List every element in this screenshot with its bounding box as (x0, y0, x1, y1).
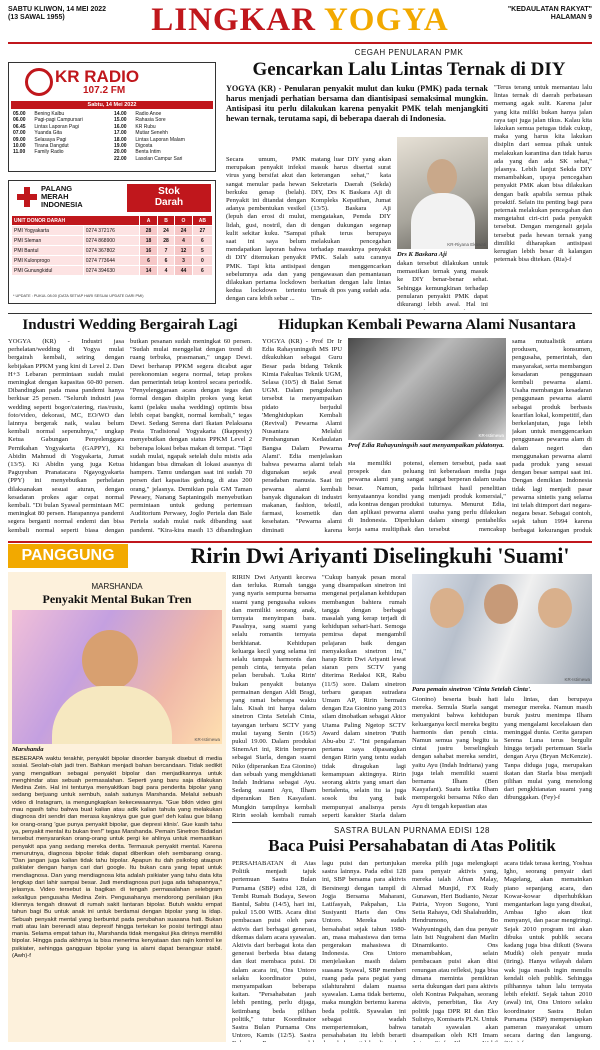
pmk-col-4: "Terus terang untuk memantau lalu lintas ternak di daerah perbatasan memang agak sulit. Karena jalur yang kita miliki bukan hanya jalan raya tapi juga jalan tikus. Kalau kita lakukan semua petugas tidak cukup, maka yang harus kita lakukan disiplin dari semua pihak untuk melakukan karantina dan tidak harus ada yang dan ada SK sehat," jelasnya. Lebih lanjut Sekda DIY menambahkan, upaya pencegahan penyakit PMK akan bisa dilakukan dengan baik apabila semua pihak proaktif. Selain itu penting bagi para peternak melakukan pencegahan dan mengetahui ciri-ciri pada penyakit tersebut. Dengan mengenali gejala tersebut pada hewan ternak yang dimiliki diharapkan antisipasi kerugian lebih besar di kalangan peternak bisa ditekan. (Ria)-f (494, 84, 592, 264)
schedule-program: KR Rubu (135, 123, 156, 130)
ririn-col-4: lalu lintas, dan berupaya menegur mereka. Namun masih buruk justru menimpa Ilham yang mengalami kecelakaan dan meninggal dunia. Cerita garapan Serena Luna terus bergulir hingga terjadi pertemuan Starla dengan Arya (Bryan McKenzie). Tanpa diduga juga, merupakan ikatan dan Starla bisa menjadi pilihan mulai yang menolong dari pengkhianatan suami yang dibunggakan. (Fey)-f (504, 696, 592, 802)
stok-darah-badge (127, 184, 211, 212)
blood-stock-value: 12 (175, 246, 192, 256)
marshanda-photo (12, 610, 222, 744)
schedule-time: 18.00 (114, 136, 127, 143)
pmk-col-3: dakan tersebut dilakukan untuk memastikan ternak yang masuk ke DIY benar-benar sehat. Sehingga kemungkinan terhadap penularan penyakit PMK dapat dikurangi lebih awal. Hal ini (397, 260, 488, 309)
schedule-program: Tirana Dangdut (34, 143, 69, 150)
schedule-time: 19.00 (114, 143, 127, 150)
blood-stock-value: 6 (192, 236, 212, 246)
blood-stock-value: 6 (157, 256, 174, 266)
ririn-photo-credit: KR-Istimewa (564, 677, 590, 682)
pmi-box (8, 180, 216, 304)
red-cross-icon (17, 187, 37, 207)
schedule-time: 17.00 (114, 130, 127, 137)
pmk-col-2: matang luar DIY yang akan masuk harus disertai surat keterangan sehat," kata Sekretaris Daerah (Sekda) DIY, Drs K Baskara Aji di Kompleks Kepatihan, Jumat (13/5). Baskara Aji mengatakan, Pemda DIY dengan dukungan segenap pihak terus berupaya melakukan pencegahan terhadap masuknya penyakit PMK. Salah satu caranya dengan menggencarkan pengawasan dan pemantauan berkaitan dengan lalu lintas ternak di pos yang sudah ada. Tin- (311, 156, 391, 303)
blood-unit-phone: 0274 367802 (83, 246, 140, 256)
schedule-time (11, 156, 32, 162)
person-head-shape (427, 159, 457, 195)
blood-stock-value: 24 (175, 226, 192, 236)
schedule-time: 20.00 (114, 149, 127, 156)
pmi-footnote: * UPDATE : PUKUL 08.00 (DATA SETIAP HARI SESUAI UPDATE DARI PMI) (13, 294, 144, 298)
stok-label-2: Darah (154, 197, 184, 208)
blood-unit-name: PMI Gunungkidul (12, 266, 84, 276)
blood-stock-value: 18 (140, 236, 157, 246)
ririn-photo (412, 574, 592, 684)
schedule-program: Mutiar Senehh (135, 130, 168, 137)
blood-table-row (12, 236, 213, 246)
schedule-program: Bening Kalbu (34, 111, 65, 117)
blood-stock-value: 14 (140, 266, 157, 276)
blood-stock-value: 7 (157, 246, 174, 256)
pmi-title (41, 185, 83, 209)
masthead-lingkar: LINGKAR (151, 2, 324, 38)
schedule-program: Radio Anoe (135, 111, 162, 117)
marshanda-box (8, 572, 226, 1042)
pewarna-photo (348, 338, 506, 440)
puisi-col-3: mereka pilih juga melengkapi para penyair aktivis yang, mereka ialah Afnan Malay, Ahmad Munjid, FX Rudy Gunawan, Heri Budianto, Nezar Patria, Yoyon Sugono, Yuni Setia Rahayu, Odi Shalahuddin, Hendrumono, Bo Wahyuningsih, dan dua penyair lain Isti Nugraheni dan Marlin Dinamikanto. Ons menambahkan, selain pembacaan puisi akan diisi renungan atau refleksi, juga bisa dimana meminta pemikiran serta dukungan dari para aktivis oleh Kontras Pakpahan, seorang aktivis, penerbitan, Ika Ary politik juga DPR RI dan Eko Sulistyo, Komisaris PLN. Untuk tanatah syawalan akan disampaikan oleh KH Imam (412, 860, 498, 1040)
schedule-time: 11.00 (13, 149, 26, 156)
schedule-program: Yuanda Gita (34, 130, 62, 137)
person-head-shape (538, 588, 572, 628)
blood-unit-phone: 0274 372176 (83, 226, 140, 236)
blood-table-row (12, 266, 213, 276)
wedding-col-2: butkan pesanan sudah meningkat 60 persen. "Sudah mulai menggeliat dengan trend di ruang terbuka, prasmanan," ungap Dewi. Dewi berharap PPKM segera dicabut agar perekonomian segera normal, tetap prokes dan pemerintah tetap kontrol secara periodik. "Penyelenggaraan acara dengan tegas dan formal dengan disiplin prokes yang ketat kami (pelaku usaha wedding) optimis bisa lebih cepat bangkit, normal kembali," tegas Dewi. Sedang Serena dari Ikatan Pelaksana Pesta Tradisional Yogyakarta (Ikappesty) menyebutkan dengan status PPKM Level 2 beberapa lokasi bebas makan di tempat. "Tapi sudah mulai, ngapak setelah dulu mistis ada hidangan bisa dimakan di lokasi asasnya di hampers. Tamu undangan saat ini sudah 70 persen dari kapasitas gedung, di atas 200 orang," jelasnya. Demikian pula GM Taman Pewaey, Nanang Saptaningsih menyebutkan permintaan untuk gedung pertemuan Auditorium Perwaey, Joglo Pertela dan Bale Pertela sudah mulai naik dibanding saat pandemi. "Kira-kira masih 13 dibandingkan (130, 338, 252, 534)
wedding-col-1: YOGYA (KR) - Industri jasa perhelatan/wedding di Yogya mulai bergairah kembali, seiring dengan kebijakan PPKM yang kini di Level 2. Dan H+3 Lebaran permintaan sudah mulai meningkat dengan kapasitas 60-80 persen. Dibandingkan pada masa pandemi hanya berkisar 25 persen. "Seluruh industri jasa wedding seperti bogor/catering, rias/rusiu, foto/video, dekorasi, MC, EO/WO dan lainnya bergerak naik, walau belum kembali normal sepenuhnya," ungkap Ketua Gabungan Penyelenggara Pernikahan Yogyakarta (GAPPY), Ki Abidin Mahmud di Yogyakarta, Jumat (13/5). Ki Abidin yang juga Ketua Paguyuban Pranatacara Ngayogyakarta (PPY) ini menyebutkan perhelatan dilaksanakan sesuai aturan, dengan kesadaran prokes agar cepat normal kembali. "Di bulan Syawal permintaan MC meningkat 80 persen. Harapannya pandemi segera berganti normal endemi dan bisa kembali normal seperti biasa dengan (8, 338, 124, 534)
person-head-shape (82, 630, 138, 690)
blood-unit-phone: 0274 394630 (83, 266, 140, 276)
schedule-program (32, 156, 112, 162)
blood-column-header: UNIT DONOR DARAH (12, 216, 140, 226)
blood-unit-name: PMI Bantul (12, 246, 84, 256)
pmk-photo-caption: Drs K Baskara Aji (397, 251, 447, 258)
hijri-date: (13 SAWAL 1955) (8, 14, 65, 21)
radio-logo-title: KR RADIO (55, 67, 140, 86)
schedule-time: 07.00 (13, 130, 26, 137)
pmk-kicker: CEGAH PENULARAN PMK (354, 48, 464, 57)
blood-table-row (12, 226, 213, 236)
radio-logo-freq: 107.2 FM (83, 85, 126, 96)
schedule-time: 10.00 (13, 143, 26, 150)
blood-unit-phone: 0274 773644 (83, 256, 140, 266)
schedule-program: Benta Intim (135, 149, 161, 156)
radio-logo-area (11, 65, 213, 99)
schedule-program: Pagi-pagi Campursari (34, 117, 83, 124)
pmi-title-1: PALANG (41, 184, 73, 193)
blood-stock-value: 24 (157, 226, 174, 236)
blood-stock-value: 4 (157, 266, 174, 276)
person-body-shape (52, 686, 172, 744)
schedule-program: Lintas Laporan Malam (135, 136, 185, 143)
masthead-rule (8, 42, 592, 44)
ririn-col-2: "Cukup banyak pesan moral yang disampaikan sinetron ini mengenai perjalanan kehidupan membangun bahtera rumah tangga dengan berbagai masalah yang kerap terjadi di kehidupan sehari-hari. Semoga pemirsa dapat mengambil pelajaran baik dengan menyaksikan sinetron ini," harap Ririn Dwi Ariyanti lewat siaran pers SCTV yang diterima Redaksi KR, Rabu (11/5) sore. Dalam sinetron terbaru garapan sutradara Umam AP, Ririn bermain dengan Eza Gionino yang 2013 silam dinobatkan sebagai Aktor Utama Paling Ngetop SCTV Award dalam sinetron 'Putih Abu-abu 2'. "Ini pengalaman pertama saya dipasangkan dengan Ririn yang tentu sudah tidak diragukan lagi kemampuan aktingnya. Ririn seorang aktris yang smart dan bertalenta, selain itu ia juga sosok ibu yang baik mempunyai analisnya persis seperti karakter Starla dalam (322, 574, 406, 818)
motto: "KEDAULATAN RAKYAT" (507, 6, 592, 13)
blood-table-row (12, 246, 213, 256)
pmi-title-3: INDONESIA (41, 200, 83, 209)
radio-schedule-row (11, 156, 213, 162)
person-head-shape (484, 584, 518, 624)
schedule-program: Digosta (135, 143, 153, 150)
puisi-headline: Baca Puisi Persahabatan di Atas Politik (268, 836, 556, 855)
blood-stock-value: 3 (175, 256, 192, 266)
puisi-kicker: SASTRA BULAN PURNAMA EDISI 128 (334, 826, 490, 835)
pmk-photo (397, 137, 488, 249)
schedule-time: 15.00 (114, 117, 127, 124)
blood-column-header: O (175, 216, 192, 226)
blood-unit-name: PMI Yogyakarta (12, 226, 84, 236)
puisi-col-4: acara tidak terasa kering, Yoshua Igho, seorang penyair dari Magelang, akan memainkan piano sepanjang acara, dan Kowar-kowar diperhubikkan mengantarkan lagu yang disukai, Ambaa Igho akan ikut menyanyi, dan pacar mengiringi. Sejak 2010 program ini akan dibuka untuk publik secara kadang juga bisa diikuti (Swara Mudik) oleh penyair muda (tiring). Hanya wilayah dalam wak juga masih ingin menulis kendali oleh publik. Sehingga pilihannya tahun lalu ternyata lebih efektif. Sejak tahun 2010 (awal) ini, Ons Untoro selaku koordinator Sastra Bulan Purnama (SBP) mempersiapkan pameran masyarakat umum secara daring dan langsung. (504, 860, 592, 1040)
section-divider (8, 313, 592, 314)
blood-stock-value: 4 (175, 236, 192, 246)
radio-date: Sabtu, 14 Mei 2022 (11, 101, 213, 109)
puisi-divider (232, 822, 592, 823)
pmk-lead: YOGYA (KR) - Penularan penyakit mulut dan kuku (PMK) pada ternak harus menjadi perhatian bersama dan diantisipasi semaksimal mungkin. Antisipasi itu perlu dilakukan karena penyakit PMK telah menjangkiti hewan ternak, terutama sapi, di beberapa daerah di Indonesia. (226, 84, 488, 123)
schedule-time: 16.00 (114, 123, 127, 130)
pewarna-col-4: sama mutualistik antara produsen, konsumen, pengusaha, pemerintah, dan masyarakat, serta membangun kesadaran penggunaan kembali pewarna alami. Usaha membangun kesadaran penggunaan pewarna alami sebagai produk berbasis kearifan lokal, kompetitif, dan berkelanjutan, juga lebih jakan untuk menggencarkan penggunaan pewarna alam di dalam negeri dan menggunakan pewarna alami pada produk yang sesuai dengan besar sampai saat ini. Dengan demikian Indonesia tidak lagi menjadi pasar pewarna sintetis yang selama ini telah diimport dari negara-negara besar. Sebagai contoh, sejak tahun 1994 karena berbagai kekurangan produk (512, 338, 592, 534)
radio-box (8, 62, 216, 172)
pmk-col-1: Secara umum, PMK merupakan penyakit infeksi virus yang bersifat akut dan sangat menular pada hewan berkuku genap (belah). Penyakit ini ditandai dengan adanya pembentukan vesikel (lepuh dan erosi di mulut, lidah, gusi, nostril, dan di kulit sekitar kuku. "Sampai saat ini saya belum mendapatkan laporan bahwa di DIY ditemukan penyakit PMK. Tapi kita antisipasi sebelumnya ada dan yang dilakukan pertama lockdown kedua lockdown tertentu dengan cara lebih sebar ... (226, 156, 306, 303)
puisi-col-2: lagu puisi dan pertunjukan sastra lainnya. Pada edisi 128 ini, SBP bersama para aktivis Bersinergi dengan tampil di Jogja Bersama Maharani, Latifasyah, Pakpahan, Lia Susiyanti Haris dan Ons Untoro. Mereka sudah bersahabat sejak tahun 1980-an, masa mahasiswa dan tema pergerakan mahasiswa di Indonesia. Ons Untoro menjelaskan masih dalam suasana Syawal, SBP memberi ruang pada para pegiat yang silahturahmi dalam nuansa syawalan. Lama tidak bertemu, maka mungkin bertemu karena beda politik. Syawalan ini sebagai wadah mempertemukan, bahwa persahabatan itu lebih berarti (322, 860, 406, 1040)
stok-label-1: Stok (158, 186, 180, 197)
blood-stock-value: 6 (140, 256, 157, 266)
radio-schedule (11, 111, 213, 162)
blood-stock-value: 44 (175, 266, 192, 276)
blood-stock-value: 6 (192, 266, 212, 276)
blood-stock-value: 0 (192, 256, 212, 266)
blood-column-header: AB (192, 216, 212, 226)
pmk-headline: Gencarkan Lalu Lintas Ternak di DIY (252, 59, 566, 80)
blood-table-header (12, 216, 213, 226)
ririn-col-3: Gionino) beserta buah hati mereka. Semula Starla sangat menyakini bahwa kehidupan keluarganya kecil mereka begitu harmonis dan penuh cinta. Namun semua yang begitu ia cintai justru berselingkuh dengan sahabat mereka sendiri, yaitu Ayu (Indah Indriana) yang juga telah memiliki suami bernama Ilham (Ben Kasyafani). Suatu ketika Ilham mempergoki bersama Niko dan Ayu di tengah kepastian atas (412, 696, 498, 810)
pmi-title-2: MERAH (41, 192, 69, 201)
schedule-program: Selasaya Pagi (34, 136, 67, 143)
schedule-program: Lintas Laporan Pagi (34, 123, 79, 130)
pewarna-col-1: YOGYA (KR) - Prof Dr Ir Edia Rahayuningsih MS IPU dikukuhkan sebagai Guru Besar pada bidang Teknik Kimia Fakultas Teknik UGM, Selasa (10/5) di Balai Senat UGM. Dalam pengukuhan tersebut ia menyampaikan pidato berjudul 'Menghidupkan Kembali (Revival) Pewarna Alami Nusantara Melalui Pembangunan Kedaulatan Bangsa Dalam Pewarna Alami'. Edia menjelaskan bahwa pewarna alami telah digunakan sejak awal peradaban manusia. Saat ini pewarna alami kembali banyak digunakan di industri makanan, fashion, tekstil, farmasi, kosmetik dan kesehatan. "Pewarna alami diminati karena (262, 338, 342, 534)
schedule-time: 06.00 (13, 117, 26, 124)
page-number: HALAMAN 9 (550, 14, 592, 21)
marshanda-body: BEBERAPA waktu terakhir, penyakit bipolar disorder banyak disebut di media sosial. Seolah-olah jadi tren. Bahkan menjadi bahan bercandaan. Tidak sedikit yang mengaitkan sebagai penyakit bipolar dan menjadikannya untuk menghindar atas sebuah permasalahan. Seperti yang baru saja dilakukan Medina Zein. Hal ini tentunya menyakitkan bagi para penderita bipolar yang sedang berjuang untuk sembuh, salah satunya Marshanda. Melalui sebuah video di Instagram, ia mengungkapkan kekecewaannya. "Gue bikin video gini mau ngasih tahu bahwa buat kalian atau adik kalian tahula yang melakukan diagnosa diri sendiri dan merasa kayaknya gue gue gue! deh kalau gue bilang ke orang-orang 'gue punya penyakit bipolar, gue depresi klinis'. Gue kasih tahu ya, penyakit mental itu bukan tren!" tegas Marshanda. Pemain Sinetron Bidadari tersebut menyarankan orang-orang untuk pergi ke ahlinya untuk memastikan penyakit apa yang sedang mereka derita. Termasuk penyakit mental. Karena menurutnya, diagnosa bipolar tidak dapat diberikan oleh sembarang orang. "Dan jangan juga kalian tidak tahu bipolar. Apapun itu dah psikolog ataupun psikiater dengan hanya cari dari google. Itu bukan cara yang tepat untuk mendiagnosa. Dan yang mendiagnosa kita adalah psikiater yang tahu data kita lengkap dari lahir sampai besar. Jadi mendiagnosa puri juga ada tahapannya," jelasnya. Video tersebut ia bagikan di tengah permasalahan selebgram sekaligus pengusaha Medina Zein. Pengusahanya mendorong penilaian jika kliennya tengah dirawat di rumah sakit lantaran bipolar. Butuh waktu empat tahun bagi Bu untuk anak ini untuk berdamai dengan bipolar yang ia idap. Sebuah penyakit mental yang berbuntut pada perubahan suasana hati. Bukan mati atau lain berenadi atau depresif hingga tertekan ke posisi tertinggi atau mania. Selama empat tahun itu, Marshanda tidak mengakui jika dirinya memiliki bipolar. Hingga pada akhirnya ia bisa menerima kenyataan dan rajin kontrol ke psikiater, sehingga gangguan bipolar yang ia alami dapat berangsur stabil. (Awh)-f (12, 756, 222, 960)
pewarna-headline: Hidupkan Kembali Pewarna Alami Nusantara (278, 317, 576, 333)
page-info (508, 6, 592, 22)
marshanda-headline: Penyakit Mental Bukan Tren (42, 592, 192, 606)
blood-stock-value: 27 (192, 226, 212, 236)
marshanda-photo-credit: KR-Istimewa (194, 737, 220, 742)
blood-column-header: A (140, 216, 157, 226)
blood-stock-value: 5 (192, 246, 212, 256)
schedule-program: Lasolan Campur Sari (135, 155, 183, 162)
marshanda-kicker: MARSHANDA (91, 582, 143, 591)
schedule-time: 06.45 (13, 123, 26, 130)
schedule-program: Rahasia Sore (135, 117, 166, 124)
schedule-time: 22.00 (114, 155, 127, 162)
schedule-program: Family Radio (34, 149, 64, 156)
wedding-headline: Industri Wedding Bergairah Lagi (22, 317, 238, 333)
panggung-section-label: PANGGUNG (8, 544, 128, 568)
pewarna-photo-caption: Prof Edia Rahayuningsih saat menyampaikan pidatonya. (348, 442, 505, 449)
schedule-time: 14.00 (114, 111, 127, 117)
blood-stock-value: 28 (157, 236, 174, 246)
pewarna-col-3: elemen tersebut, pada saat ini keberadaan media juga sangat berperan dalam usaha hilirisasi hasil penelitian menjadi produk komersial," tuturnya. Menurut Edia, usaha yang perlu dilakukan dalam sinergi pentaheliks tersebut mencakup (429, 460, 506, 533)
ririn-photo-caption: Para pemain sinetron 'Cinta Setelah Cinta'. (412, 686, 532, 693)
pewarna-photo-credit: KR-Istimewa (478, 433, 504, 438)
gregorian-date: SABTU KLIWON, 14 MEI 2022 (8, 6, 107, 13)
ririn-headline: Ririn Dwi Ariyanti Diselingkuhi 'Suami' (190, 543, 570, 568)
radio-wave-icon (25, 68, 53, 96)
blood-stock-table (11, 215, 213, 276)
schedule-time: 09.00 (13, 136, 26, 143)
pmk-photo-credit: KR-Riyana Ekawati (447, 242, 486, 247)
pewarna-col-2: sia memiliki potensi, prospek dan peluang pewarna alami yang sangat besar. Namun, pada kenyataannya kondisi yang ada kontras dengan produksi dan aplikasi pewarna alami di Indonesia. Diperlukan kerja sama multipihak dan (348, 460, 424, 533)
blood-stock-value: 16 (140, 246, 157, 256)
person-head-shape (430, 588, 464, 628)
marshanda-photo-caption: Marshanda (12, 746, 44, 753)
puisi-col-1: PERSAHABATAN di Atas Politik menjadi tajuk pertemuan Sastra Bulan Purnama (SBP) edisi 128, di Tembi Rumah Budaya, Sewon Bantul, Sabtu (14/5), hari ini, pukul 15.00 WIB. Acara diisi pembacaan puisi oleh para aktivis dari berbagai generasi, dikemas dalam acara syawalan. Aktivis dari berbagai kota dan generasi berbeda bisa datang dan ikut membaca puisi. Di dalam acara ini, Ons Untoro selaku koordinator puisi, menyampaikan beberapa kaitan. "Persahabatan jauh lebih penting, perlu dijaga, ketimbang beda pilihan politik," tutur Koordinator Sastra Bulan Purnama Ons Untoro, Kamis (12/5). Sastra (232, 860, 316, 1040)
blood-unit-name: PMI Sleman (12, 236, 84, 246)
blood-unit-name: PMI Kulonprogo (12, 256, 84, 266)
blood-stock-value: 28 (140, 226, 157, 236)
masthead-yogya: YOGYA (323, 2, 449, 38)
ririn-col-1: RIRIN Dwi Ariyanti kecewa dan terluka. Rumah tangga yang nyaris sempurna bersama suami yang pengusaha sukses dan memiliki seorang anak, ternyata menyimpan bara. Pasalnya, sang suami yang selalu romantis ternyata berkhianat. Kehidupan keluarga kecil yang selama ini selalu tampak harmonis dan penuh cinta, ternyata pelan pelan berubah. 'Luka Ririn' bukan penyakit butanya permainan dengan Aldi Bragi, yang ramai beberapa waktu lalu. Kisah ini hanya dalam sinetron Cinta Setelah Cinta, tayangan terbaru SCTV yang mulai tayang Senin (16/5) pukul 19.00. Dalam produksi SinemArt ini, Ririn berperan sebagai Starla, dengan suami Niko (diperankan Eza Gionino) dan sebuah yang mengkhianati Indah Indriana sebagai Ayu. Sedang suami Ayu, Ilham diperankan Ben Kasyafani. Mungkin tampilnya kembali Ririn seolah kembali rumah (232, 574, 316, 818)
blood-column-header: B (157, 216, 174, 226)
blood-table-row (12, 256, 213, 266)
blood-unit-phone: 0274 868900 (83, 236, 140, 246)
schedule-time: 05.00 (13, 111, 26, 117)
person-body-shape (411, 193, 475, 249)
